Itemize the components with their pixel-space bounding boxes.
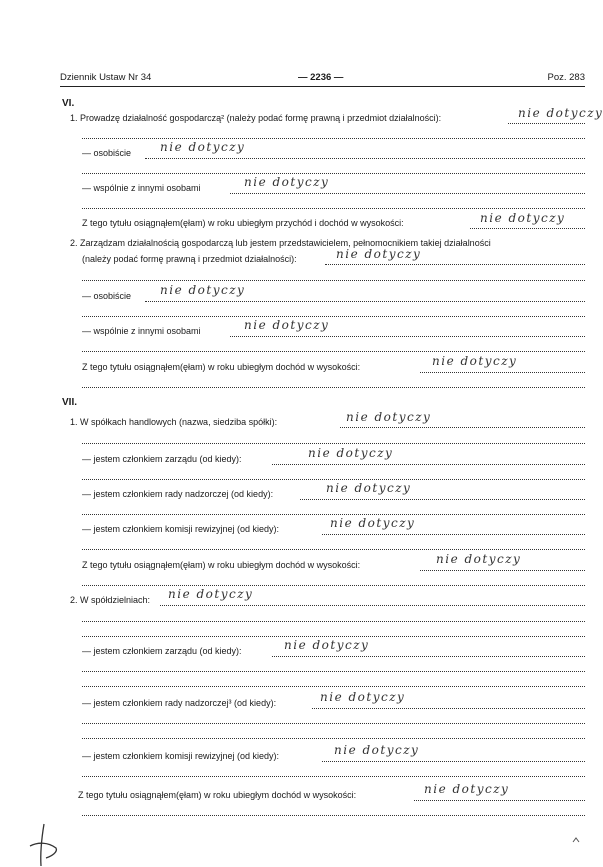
vi-item1-personal-field-line2[interactable] [82, 173, 585, 174]
header-divider [60, 86, 585, 87]
vi-item2-income-answer: nie dotyczy [432, 354, 518, 368]
vii-item2-board-field-line2[interactable] [82, 671, 585, 672]
margin-initial-mark [26, 822, 66, 867]
vi-item1-label: 1. Prowadzę działalność gospodarczą² (należy podać formę prawną i przedmiot działalności): [70, 113, 442, 123]
vi-item2-label-line1: 2. Zarządzam działalnością gospodarczą lub jestem przedstawicielem, pełnomocnikiem takiej działalności [70, 238, 491, 248]
vi-item2-answer: nie dotyczy [336, 247, 422, 261]
vii-item2-audit-field[interactable] [322, 761, 585, 762]
vii-item2-field-line2[interactable] [82, 621, 585, 622]
vi-item2-joint-answer: nie dotyczy [244, 318, 330, 332]
vi-item1-joint-field-line2[interactable] [82, 208, 585, 209]
vii-item2-income-label: Z tego tytułu osiągnąłem(ęłam) w roku ubiegłym dochód w wysokości: [78, 790, 357, 800]
vii-item2-income-answer: nie dotyczy [424, 782, 510, 796]
vii-item1-field[interactable] [340, 427, 585, 428]
vii-item1-board-field[interactable] [272, 464, 585, 465]
vi-item2-personal-answer: nie dotyczy [160, 283, 246, 297]
vii-item1-audit-field[interactable] [322, 534, 585, 535]
vii-item2-field[interactable] [160, 605, 585, 606]
vi-item1-field[interactable] [508, 123, 585, 124]
vi-item2-personal-field-line2[interactable] [82, 316, 585, 317]
vii-item1-label: 1. W spółkach handlowych (nazwa, siedziba spółki): [70, 417, 278, 427]
vi-item2-income-field[interactable] [420, 372, 585, 373]
vii-item1-audit-field-line2[interactable] [82, 549, 585, 550]
vii-item1-board-label: — jestem członkiem zarządu (od kiedy): [82, 454, 242, 464]
vi-item2-income-label: Z tego tytułu osiągnąłem(ęłam) w roku ubiegłym dochód w wysokości: [82, 362, 361, 372]
vii-item1-supervisory-field-line2[interactable] [82, 514, 585, 515]
vi-item2-field-line2[interactable] [82, 280, 585, 281]
journal-title: Dziennik Ustaw Nr 34 [60, 72, 152, 83]
vii-item2-supervisory-field[interactable] [312, 708, 585, 709]
vii-item1-supervisory-field[interactable] [300, 499, 585, 500]
vi-item1-answer: nie dotyczy [518, 106, 603, 120]
section-vi-heading: VI. [62, 98, 75, 109]
vii-item2-audit-field-line2[interactable] [82, 776, 585, 777]
vi-item1-joint-label: — wspólnie z innymi osobami [82, 183, 201, 193]
vii-item2-audit-answer: nie dotyczy [334, 743, 420, 757]
vi-item2-joint-field-line2[interactable] [82, 351, 585, 352]
vii-item2-label: 2. W spółdzielniach: [70, 595, 151, 605]
vi-item2-joint-field[interactable] [230, 336, 585, 337]
vii-item1-audit-answer: nie dotyczy [330, 516, 416, 530]
vi-item1-income-field[interactable] [470, 228, 585, 229]
vii-item2-supervisory-answer: nie dotyczy [320, 690, 406, 704]
vi-item1-joint-answer: nie dotyczy [244, 175, 330, 189]
vii-item1-income-field[interactable] [420, 570, 585, 571]
vii-item2-board-field-line3[interactable] [82, 686, 585, 687]
page-header [60, 72, 585, 86]
vi-item1-joint-field[interactable] [230, 193, 585, 194]
vii-item1-income-field-line2[interactable] [82, 585, 585, 586]
section-vii-heading: VII. [62, 397, 78, 408]
vii-item2-board-answer: nie dotyczy [284, 638, 370, 652]
vi-item1-personal-field[interactable] [145, 158, 585, 159]
margin-dot-mark [572, 836, 580, 844]
vii-item1-board-field-line2[interactable] [82, 479, 585, 480]
vii-item2-answer: nie dotyczy [168, 587, 254, 601]
vi-item2-label-line2: (należy podać formę prawną i przedmiot działalności): [82, 254, 297, 264]
vii-item2-audit-label: — jestem członkiem komisji rewizyjnej (od kiedy): [82, 751, 280, 761]
vii-item1-income-answer: nie dotyczy [436, 552, 522, 566]
vi-item1-field-line2[interactable] [82, 138, 585, 139]
vii-item1-supervisory-answer: nie dotyczy [326, 481, 412, 495]
vii-item2-field-line3[interactable] [82, 636, 585, 637]
vi-item1-personal-answer: nie dotyczy [160, 140, 246, 154]
vi-item2-joint-label: — wspólnie z innymi osobami [82, 326, 201, 336]
vii-item2-income-field-line2[interactable] [82, 815, 585, 816]
vii-item2-supervisory-field-line2[interactable] [82, 723, 585, 724]
vii-item2-income-field[interactable] [414, 800, 585, 801]
vi-item2-field[interactable] [325, 264, 585, 265]
vii-item2-board-field[interactable] [272, 656, 585, 657]
vii-item1-income-label: Z tego tytułu osiągnąłem(ęłam) w roku ubiegłym dochód w wysokości: [82, 560, 361, 570]
vii-item1-field-line2[interactable] [82, 443, 585, 444]
vi-item2-personal-label: — osobiście [82, 291, 132, 301]
vii-item1-board-answer: nie dotyczy [308, 446, 394, 460]
vii-item1-supervisory-label: — jestem członkiem rady nadzorczej (od kiedy): [82, 489, 274, 499]
vi-item1-income-answer: nie dotyczy [480, 211, 566, 225]
vii-item2-supervisory-field-line3[interactable] [82, 738, 585, 739]
vii-item2-supervisory-label: — jestem członkiem rady nadzorczej³ (od kiedy): [82, 698, 277, 708]
vi-item2-personal-field[interactable] [145, 301, 585, 302]
vi-item1-income-label: Z tego tytułu osiągnąłem(ęłam) w roku ubiegłym przychód i dochód w wysokości: [82, 218, 404, 228]
vii-item1-answer: nie dotyczy [346, 410, 432, 424]
vii-item2-board-label: — jestem członkiem zarządu (od kiedy): [82, 646, 242, 656]
page-number: — 2236 — [298, 72, 344, 83]
vi-item1-personal-label: — osobiście [82, 148, 132, 158]
vi-item2-income-field-line2[interactable] [82, 387, 585, 388]
vii-item1-audit-label: — jestem członkiem komisji rewizyjnej (od kiedy): [82, 524, 280, 534]
position-number: Poz. 283 [547, 72, 585, 83]
